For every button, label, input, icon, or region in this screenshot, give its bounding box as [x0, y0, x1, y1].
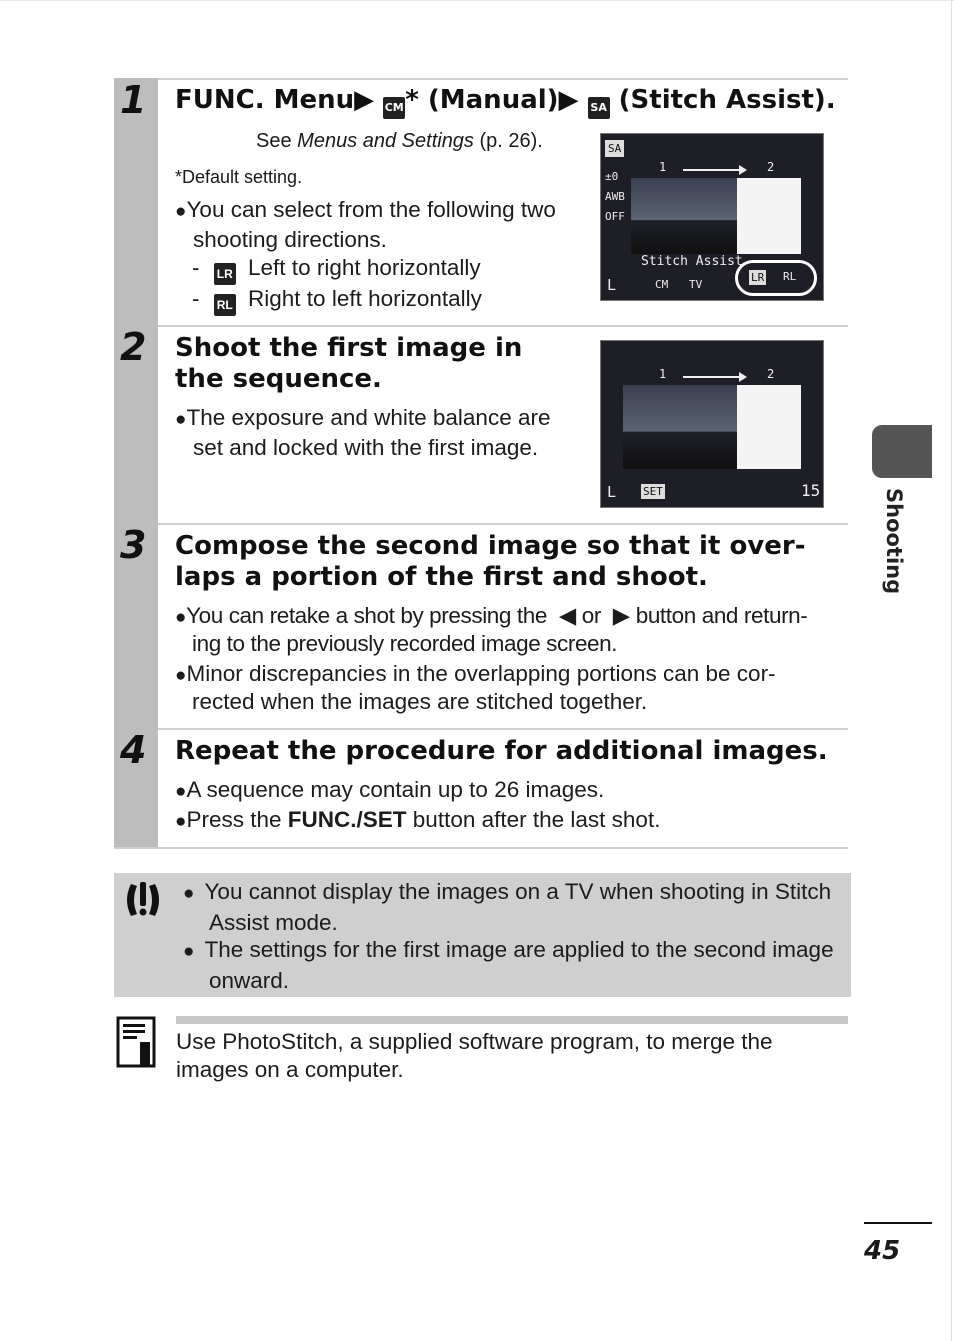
bullet-icon: ●	[175, 665, 187, 686]
camera-screen-first-shot	[600, 340, 824, 508]
bullet-icon: ●	[175, 781, 187, 802]
caution-item-1: ● You cannot display the images on a TV when shooting in Stitch Assist mode.	[183, 879, 832, 935]
step-1-bullet: ●You can select from the following two shooting directions.	[175, 197, 556, 252]
right-to-left-icon: RL	[214, 294, 236, 316]
second-image-area	[737, 385, 801, 469]
step-3-bullet-1: ●You can retake a shot by pressing the ◀ or ▶ button and return-	[175, 603, 808, 628]
direction-arrow	[683, 169, 745, 171]
menus-reference: See Menus and Settings (p. 26).	[256, 130, 543, 152]
first-image-preview	[623, 385, 737, 469]
play-arrow-icon: ▶	[558, 85, 579, 115]
page-number: 45	[864, 1236, 901, 1266]
step-3-heading-line2: laps a portion of the first and shoot.	[175, 562, 708, 592]
second-image-area	[737, 178, 801, 254]
shots-remaining: 15	[801, 481, 821, 500]
left-arrow-icon: ◀	[558, 603, 576, 628]
step-3-bullet-1-line2: ing to the previously recorded image screen.	[192, 631, 618, 656]
step-3-heading-line1: Compose the second image so that it over-	[175, 531, 806, 561]
step-2-heading-line1: Shoot the first image in	[175, 333, 523, 363]
top-rule	[0, 0, 954, 1]
page-number-rule	[864, 1222, 932, 1224]
stitch-assist-icon: SA	[588, 97, 610, 119]
bullet-icon: ●	[175, 201, 187, 222]
manual-mode-icon: CM	[383, 97, 405, 119]
right-edge	[951, 0, 952, 1341]
option-left-to-right: - LR Left to right horizontally	[192, 254, 481, 285]
step-1-rule	[158, 78, 848, 80]
bullet-icon: ●	[175, 409, 187, 430]
caution-icon	[121, 878, 165, 922]
rl-option-icon: RL	[783, 270, 797, 283]
step-3-bullet-2-line2: rected when the images are stitched together.	[192, 689, 648, 714]
selected-options-highlight	[735, 260, 817, 296]
section-label: Shooting	[882, 488, 906, 595]
step-3-bullet-2: ●Minor discrepancies in the overlapping portions can be cor-	[175, 661, 776, 686]
step-2-rule	[158, 325, 848, 327]
left-icon-2: AWB	[605, 190, 625, 203]
step-1-number: 1	[120, 78, 147, 122]
step-4-bullet-1: ●A sequence may contain up to 26 images.	[175, 777, 605, 802]
step-4-number: 4	[120, 728, 147, 772]
memo-line-1: Use PhotoStitch, a supplied software program, to merge the	[176, 1029, 773, 1054]
play-arrow-icon: ▶	[354, 85, 375, 115]
bullet-icon: ●	[183, 941, 195, 962]
step-3-rule	[158, 523, 848, 525]
resolution-label: L	[607, 483, 617, 501]
bullet-icon: ●	[175, 607, 187, 628]
bullet-icon: ●	[175, 811, 187, 832]
frame-label-2: 2	[767, 160, 775, 174]
step-4-bullet-2: ●Press the FUNC./SET button after the last shot.	[175, 807, 661, 832]
resolution-label: L	[607, 276, 617, 294]
left-icon-1: ±0	[605, 170, 619, 183]
steps-bottom-rule	[114, 847, 848, 849]
step-3-number: 3	[120, 523, 147, 567]
bottom-icon-1: CM	[655, 278, 669, 291]
option-right-to-left: - RL Right to left horizontally	[192, 285, 482, 316]
memo-line-2: images on a computer.	[176, 1057, 404, 1082]
direction-arrow	[683, 376, 745, 378]
step-2-bullet: ●The exposure and white balance are set and locked with the first image.	[175, 405, 551, 460]
frame-label-1: 1	[659, 367, 667, 381]
memo-rule	[176, 1016, 848, 1024]
step-1-heading: FUNC. Menu▶ CM* (Manual)▶ SA (Stitch Assist).	[175, 85, 836, 119]
left-to-right-icon: LR	[214, 263, 236, 285]
frame-label-1: 1	[659, 160, 667, 174]
section-tab	[872, 425, 932, 478]
step-2-number: 2	[120, 325, 147, 369]
set-icon: SET	[643, 485, 663, 498]
default-setting-note: *Default setting.	[175, 167, 303, 187]
left-icon-3: OFF	[605, 210, 625, 223]
bottom-icon-2: TV	[689, 278, 703, 291]
step-2-heading-line2: the sequence.	[175, 364, 382, 394]
first-image-preview	[631, 178, 737, 254]
caution-item-2: ● The settings for the first image are applied to the second image onward.	[183, 937, 834, 993]
lr-option-icon: LR	[751, 271, 765, 284]
memo-icon	[116, 1016, 158, 1070]
bullet-icon: ●	[183, 883, 195, 904]
right-arrow-icon: ▶	[612, 603, 630, 628]
frame-label-2: 2	[767, 367, 775, 381]
step-4-rule	[158, 728, 848, 730]
camera-screen-stitch-assist-menu	[600, 133, 824, 301]
step-4-heading: Repeat the procedure for additional images.	[175, 736, 828, 766]
stitch-mode-icon: SA	[605, 140, 624, 157]
stitch-assist-label: Stitch Assist	[641, 254, 743, 269]
